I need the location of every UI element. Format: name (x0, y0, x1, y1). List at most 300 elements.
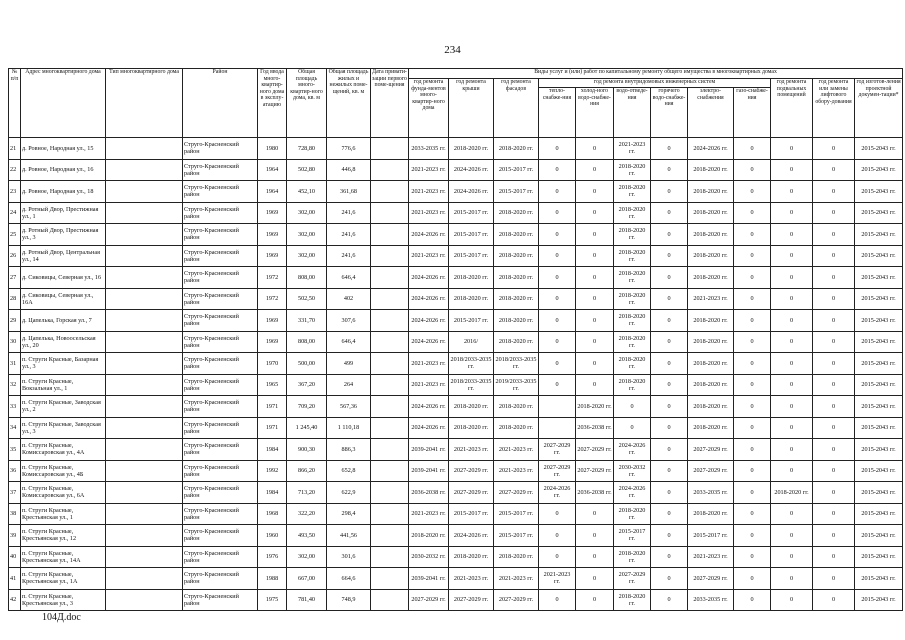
basement-cell: 0 (771, 138, 813, 160)
foundation-cell: 2024-2026 гг. (409, 331, 449, 353)
address-cell: п. Струги Красные, Крестьянская ул., 12 (21, 525, 106, 547)
roof-cell: 2018-2020 гг. (449, 138, 494, 160)
hot-water-cell: 0 (651, 417, 688, 439)
year-cell: 1984 (258, 482, 287, 504)
total-area-cell: 1 245,40 (287, 417, 327, 439)
heat-cell: 0 (539, 159, 576, 181)
year-cell: 1971 (258, 396, 287, 418)
res-area-cell: 241,6 (327, 224, 371, 246)
type-cell (106, 181, 183, 203)
num-cell: 37 (9, 482, 21, 504)
privatization-cell (371, 224, 409, 246)
res-area-cell: 1 110,18 (327, 417, 371, 439)
district-cell: Струго-Красненский район (183, 288, 258, 310)
num-cell: 30 (9, 331, 21, 353)
type-cell (106, 331, 183, 353)
num-cell: 42 (9, 589, 21, 611)
res-area-cell: 886,3 (327, 439, 371, 461)
gas-cell: 0 (734, 288, 771, 310)
gas-cell: 0 (734, 331, 771, 353)
basement-cell: 0 (771, 310, 813, 332)
drainage-cell: 2024-2026 гг. (614, 482, 651, 504)
privatization-cell (371, 396, 409, 418)
header-district: Район (183, 69, 258, 138)
gas-cell: 0 (734, 159, 771, 181)
electricity-cell: 2018-2020 гг. (688, 224, 734, 246)
roof-cell: 2015-2017 гг. (449, 224, 494, 246)
heat-cell: 2027-2029 гг. (539, 439, 576, 461)
design-cell: 2015-2043 гг. (855, 310, 903, 332)
privatization-cell (371, 374, 409, 396)
year-cell: 1970 (258, 353, 287, 375)
facade-cell: 2018-2020 гг. (494, 288, 539, 310)
type-cell (106, 353, 183, 375)
header-engineering: год ремонта внутридомовых инженерных систем (539, 79, 771, 88)
district-cell: Струго-Красненский район (183, 396, 258, 418)
year-cell: 1969 (258, 245, 287, 267)
facade-cell: 2018-2020 гг. (494, 224, 539, 246)
facade-cell: 2021-2023 гг. (494, 568, 539, 590)
privatization-cell (371, 138, 409, 160)
hot-water-cell: 0 (651, 460, 688, 482)
hot-water-cell: 0 (651, 568, 688, 590)
table-row (9, 460, 903, 482)
footer-filename: 104Д.doc (42, 612, 81, 623)
basement-cell: 0 (771, 546, 813, 568)
basement-cell: 0 (771, 417, 813, 439)
gas-cell: 0 (734, 503, 771, 525)
electricity-cell: 2018-2020 гг. (688, 503, 734, 525)
address-cell: д. Ровное, Народная ул., 15 (21, 138, 106, 160)
year-cell: 1976 (258, 546, 287, 568)
heat-cell: 0 (539, 589, 576, 611)
hot-water-cell: 0 (651, 245, 688, 267)
table-row (9, 159, 903, 181)
facade-cell: 2015-2017 гг. (494, 525, 539, 547)
drainage-cell: 2018-2020 гг. (614, 310, 651, 332)
roof-cell: 2015-2017 гг. (449, 310, 494, 332)
address-cell: п. Струги Красные, Крестьянская ул., 14А (21, 546, 106, 568)
res-area-cell: 241,6 (327, 202, 371, 224)
num-cell: 33 (9, 396, 21, 418)
type-cell (106, 245, 183, 267)
district-cell: Струго-Красненский район (183, 353, 258, 375)
district-cell: Струго-Красненский район (183, 202, 258, 224)
total-area-cell: 667,00 (287, 568, 327, 590)
elevator-cell: 0 (813, 589, 855, 611)
foundation-cell: 2021-2023 гг. (409, 181, 449, 203)
electricity-cell: 2018-2020 гг. (688, 181, 734, 203)
elevator-cell: 0 (813, 181, 855, 203)
year-cell: 1964 (258, 159, 287, 181)
total-area-cell: 808,00 (287, 267, 327, 289)
facade-cell: 2018/2033-2035 гг. (494, 353, 539, 375)
num-cell: 39 (9, 525, 21, 547)
district-cell: Струго-Красненский район (183, 331, 258, 353)
year-cell: 1972 (258, 267, 287, 289)
table-row (9, 138, 903, 160)
privatization-cell (371, 288, 409, 310)
cold-water-cell: 2036-2038 гг. (576, 417, 614, 439)
total-area-cell: 302,00 (287, 202, 327, 224)
cold-water-cell: 0 (576, 245, 614, 267)
drainage-cell: 2018-2020 гг. (614, 374, 651, 396)
address-cell: д. Ротный Двор, Престижная ул., 1 (21, 202, 106, 224)
foundation-cell: 2024-2026 гг. (409, 310, 449, 332)
total-area-cell: 302,00 (287, 224, 327, 246)
header-heat: тепло-снабже-ния (539, 88, 576, 138)
district-cell: Струго-Красненский район (183, 460, 258, 482)
design-cell: 2015-2043 гг. (855, 288, 903, 310)
table-row (9, 353, 903, 375)
gas-cell: 0 (734, 245, 771, 267)
res-area-cell: 622,9 (327, 482, 371, 504)
cold-water-cell: 0 (576, 224, 614, 246)
year-cell: 1988 (258, 568, 287, 590)
type-cell (106, 525, 183, 547)
num-cell: 26 (9, 245, 21, 267)
elevator-cell: 0 (813, 202, 855, 224)
table-row (9, 546, 903, 568)
res-area-cell: 499 (327, 353, 371, 375)
cold-water-cell: 2027-2029 гг. (576, 439, 614, 461)
electricity-cell: 2018-2020 гг. (688, 353, 734, 375)
electricity-cell: 2018-2020 гг. (688, 331, 734, 353)
header-privatization: Дата привати-зации первого поме-щения (371, 69, 409, 138)
roof-cell: 2021-2023 гг. (449, 568, 494, 590)
address-cell: п. Струги Красные, Заводская ул., 3 (21, 417, 106, 439)
facade-cell: 2018-2020 гг. (494, 310, 539, 332)
hot-water-cell: 0 (651, 331, 688, 353)
res-area-cell: 664,6 (327, 568, 371, 590)
facade-cell: 2018-2020 гг. (494, 331, 539, 353)
elevator-cell: 0 (813, 503, 855, 525)
design-cell: 2015-2043 гг. (855, 439, 903, 461)
total-area-cell: 322,20 (287, 503, 327, 525)
table-row (9, 245, 903, 267)
type-cell (106, 310, 183, 332)
facade-cell: 2018-2020 гг. (494, 396, 539, 418)
district-cell: Струго-Красненский район (183, 224, 258, 246)
design-cell: 2015-2043 гг. (855, 331, 903, 353)
header-basement: год ремонта подвальных помещений (771, 79, 813, 138)
facade-cell: 2015-2017 гг. (494, 503, 539, 525)
num-cell: 36 (9, 460, 21, 482)
district-cell: Струго-Красненский район (183, 310, 258, 332)
gas-cell: 0 (734, 224, 771, 246)
hot-water-cell: 0 (651, 482, 688, 504)
total-area-cell: 781,40 (287, 589, 327, 611)
basement-cell: 0 (771, 331, 813, 353)
design-cell: 2015-2043 гг. (855, 245, 903, 267)
gas-cell: 0 (734, 138, 771, 160)
num-cell: 29 (9, 310, 21, 332)
address-cell: д. Цапелька, Горская ул., 7 (21, 310, 106, 332)
facade-cell: 2027-2029 гг. (494, 482, 539, 504)
drainage-cell: 2018-2020 гг. (614, 202, 651, 224)
electricity-cell: 2018-2020 гг. (688, 310, 734, 332)
design-cell: 2015-2043 гг. (855, 503, 903, 525)
drainage-cell: 2024-2026 гг. (614, 439, 651, 461)
num-cell: 38 (9, 503, 21, 525)
cold-water-cell: 0 (576, 503, 614, 525)
drainage-cell: 2018-2020 гг. (614, 288, 651, 310)
roof-cell: 2018-2020 гг. (449, 546, 494, 568)
gas-cell: 0 (734, 267, 771, 289)
heat-cell: 0 (539, 181, 576, 203)
privatization-cell (371, 331, 409, 353)
address-cell: д. Сиковицы, Северная ул., 16 (21, 267, 106, 289)
foundation-cell: 2018-2020 гг. (409, 525, 449, 547)
table-row (9, 396, 903, 418)
total-area-cell: 500,00 (287, 353, 327, 375)
table-row (9, 589, 903, 611)
res-area-cell: 298,4 (327, 503, 371, 525)
electricity-cell: 2018-2020 гг. (688, 267, 734, 289)
basement-cell: 2018-2020 гг. (771, 482, 813, 504)
header-roof: год ремонта крыши (449, 79, 494, 138)
basement-cell: 0 (771, 525, 813, 547)
roof-cell: 2018-2020 гг. (449, 417, 494, 439)
type-cell (106, 374, 183, 396)
privatization-cell (371, 202, 409, 224)
page-number: 234 (444, 44, 461, 56)
year-cell: 1980 (258, 138, 287, 160)
total-area-cell: 302,00 (287, 546, 327, 568)
district-cell: Струго-Красненский район (183, 245, 258, 267)
address-cell: п. Струги Красные, Комиссаровская ул., 4А (21, 439, 106, 461)
elevator-cell: 0 (813, 288, 855, 310)
drainage-cell: 2018-2020 гг. (614, 181, 651, 203)
district-cell: Струго-Красненский район (183, 138, 258, 160)
total-area-cell: 331,70 (287, 310, 327, 332)
roof-cell: 2021-2023 гг. (449, 439, 494, 461)
district-cell: Струго-Красненский район (183, 267, 258, 289)
table-row (9, 503, 903, 525)
privatization-cell (371, 589, 409, 611)
roof-cell: 2018-2020 гг. (449, 396, 494, 418)
year-cell: 1960 (258, 525, 287, 547)
table-row (9, 482, 903, 504)
year-cell: 1965 (258, 374, 287, 396)
elevator-cell: 0 (813, 159, 855, 181)
elevator-cell: 0 (813, 460, 855, 482)
roof-cell: 2016/ (449, 331, 494, 353)
drainage-cell: 2018-2020 гг. (614, 546, 651, 568)
cold-water-cell: 2027-2029 гг. (576, 460, 614, 482)
design-cell: 2015-2043 гг. (855, 396, 903, 418)
roof-cell: 2015-2017 гг. (449, 245, 494, 267)
gas-cell: 0 (734, 525, 771, 547)
num-cell: 40 (9, 546, 21, 568)
gas-cell: 0 (734, 589, 771, 611)
design-cell: 2015-2043 гг. (855, 374, 903, 396)
type-cell (106, 288, 183, 310)
address-cell: д. Ротный Двор, Центральная ул., 14 (21, 245, 106, 267)
table-row (9, 331, 903, 353)
heat-cell: 0 (539, 202, 576, 224)
year-cell: 1992 (258, 460, 287, 482)
header-works: Виды услуг и (или) работ по капитальному ремонту общего имущества в многоквартирных домах (409, 69, 903, 79)
foundation-cell: 2024-2026 гг. (409, 267, 449, 289)
cold-water-cell: 0 (576, 353, 614, 375)
gas-cell: 0 (734, 202, 771, 224)
drainage-cell: 2018-2020 гг. (614, 159, 651, 181)
design-cell: 2015-2043 гг. (855, 460, 903, 482)
basement-cell: 0 (771, 374, 813, 396)
design-cell: 2015-2043 гг. (855, 202, 903, 224)
privatization-cell (371, 568, 409, 590)
header-facade: год ремонта фасадов (494, 79, 539, 138)
res-area-cell: 776,6 (327, 138, 371, 160)
table-row (9, 310, 903, 332)
elevator-cell: 0 (813, 310, 855, 332)
header-hot-water: горячего водо-снабже-ния (651, 88, 688, 138)
hot-water-cell: 0 (651, 288, 688, 310)
foundation-cell: 2024-2026 гг. (409, 288, 449, 310)
year-cell: 1968 (258, 503, 287, 525)
type-cell (106, 224, 183, 246)
total-area-cell: 900,30 (287, 439, 327, 461)
district-cell: Струго-Красненский район (183, 589, 258, 611)
year-cell: 1969 (258, 224, 287, 246)
gas-cell: 0 (734, 310, 771, 332)
elevator-cell: 0 (813, 439, 855, 461)
address-cell: п. Струги Красные, Комиссаровская ул., 4Б (21, 460, 106, 482)
foundation-cell: 2039-2041 гг. (409, 460, 449, 482)
num-cell: 34 (9, 417, 21, 439)
basement-cell: 0 (771, 503, 813, 525)
header-electricity: электро-снабжения (688, 88, 734, 138)
privatization-cell (371, 417, 409, 439)
type-cell (106, 267, 183, 289)
type-cell (106, 417, 183, 439)
total-area-cell: 709,20 (287, 396, 327, 418)
type-cell (106, 396, 183, 418)
drainage-cell: 2018-2020 гг. (614, 331, 651, 353)
privatization-cell (371, 525, 409, 547)
hot-water-cell: 0 (651, 396, 688, 418)
address-cell: п. Струги Красные, Крестьянская ул., 1 (21, 503, 106, 525)
electricity-cell: 2018-2020 гг. (688, 417, 734, 439)
address-cell: д. Ровное, Народная ул., 18 (21, 181, 106, 203)
district-cell: Струго-Красненский район (183, 374, 258, 396)
hot-water-cell: 0 (651, 267, 688, 289)
total-area-cell: 302,00 (287, 245, 327, 267)
num-cell: 27 (9, 267, 21, 289)
address-cell: д. Ротный Двор, Престижная ул., 3 (21, 224, 106, 246)
heat-cell: 0 (539, 288, 576, 310)
cold-water-cell: 0 (576, 568, 614, 590)
res-area-cell: 264 (327, 374, 371, 396)
cold-water-cell: 2036-2038 гг. (576, 482, 614, 504)
table-row (9, 267, 903, 289)
hot-water-cell: 0 (651, 503, 688, 525)
heat-cell: 0 (539, 310, 576, 332)
facade-cell: 2021-2023 гг. (494, 460, 539, 482)
table-row (9, 374, 903, 396)
roof-cell: 2018/2033-2035 гг. (449, 353, 494, 375)
res-area-cell: 567,36 (327, 396, 371, 418)
gas-cell: 0 (734, 439, 771, 461)
privatization-cell (371, 439, 409, 461)
res-area-cell: 646,4 (327, 331, 371, 353)
foundation-cell: 2033-2035 гг. (409, 138, 449, 160)
drainage-cell: 2027-2029 гг. (614, 568, 651, 590)
design-cell: 2015-2043 гг. (855, 589, 903, 611)
num-cell: 31 (9, 353, 21, 375)
foundation-cell: 2024-2026 гг. (409, 224, 449, 246)
hot-water-cell: 0 (651, 374, 688, 396)
hot-water-cell: 0 (651, 181, 688, 203)
drainage-cell: 0 (614, 417, 651, 439)
address-cell: п. Струги Красные, Комиссаровская ул., 6А (21, 482, 106, 504)
privatization-cell (371, 159, 409, 181)
gas-cell: 0 (734, 482, 771, 504)
basement-cell: 0 (771, 568, 813, 590)
type-cell (106, 159, 183, 181)
basement-cell: 0 (771, 245, 813, 267)
design-cell: 2015-2043 гг. (855, 353, 903, 375)
facade-cell: 2018-2020 гг. (494, 546, 539, 568)
header-type: Тип многоквартирного дома (106, 69, 183, 138)
district-cell: Струго-Красненский район (183, 181, 258, 203)
basement-cell: 0 (771, 159, 813, 181)
year-cell: 1969 (258, 310, 287, 332)
basement-cell: 0 (771, 202, 813, 224)
res-area-cell: 441,56 (327, 525, 371, 547)
hot-water-cell: 0 (651, 202, 688, 224)
cold-water-cell: 0 (576, 202, 614, 224)
cold-water-cell: 0 (576, 159, 614, 181)
facade-cell: 2018-2020 гг. (494, 245, 539, 267)
gas-cell: 0 (734, 546, 771, 568)
drainage-cell: 2018-2020 гг. (614, 353, 651, 375)
basement-cell: 0 (771, 439, 813, 461)
foundation-cell: 2039-2041 гг. (409, 439, 449, 461)
basement-cell: 0 (771, 181, 813, 203)
num-cell: 35 (9, 439, 21, 461)
hot-water-cell: 0 (651, 353, 688, 375)
address-cell: п. Струги Красные, Базарная ул., 3 (21, 353, 106, 375)
res-area-cell: 361,68 (327, 181, 371, 203)
type-cell (106, 439, 183, 461)
elevator-cell: 0 (813, 396, 855, 418)
heat-cell: 0 (539, 374, 576, 396)
electricity-cell: 2021-2023 гг. (688, 288, 734, 310)
table-row (9, 525, 903, 547)
heat-cell: 0 (539, 353, 576, 375)
res-area-cell: 652,8 (327, 460, 371, 482)
year-cell: 1969 (258, 331, 287, 353)
elevator-cell: 0 (813, 482, 855, 504)
basement-cell: 0 (771, 288, 813, 310)
res-area-cell: 241,6 (327, 245, 371, 267)
cold-water-cell: 0 (576, 138, 614, 160)
cold-water-cell: 0 (576, 310, 614, 332)
electricity-cell: 2027-2029 гг. (688, 568, 734, 590)
foundation-cell: 2021-2023 гг. (409, 202, 449, 224)
elevator-cell: 0 (813, 417, 855, 439)
gas-cell: 0 (734, 460, 771, 482)
electricity-cell: 2021-2023 гг. (688, 546, 734, 568)
drainage-cell: 2018-2020 гг. (614, 589, 651, 611)
total-area-cell: 493,50 (287, 525, 327, 547)
district-cell: Струго-Красненский район (183, 439, 258, 461)
elevator-cell: 0 (813, 267, 855, 289)
design-cell: 2015-2043 гг. (855, 546, 903, 568)
hot-water-cell: 0 (651, 159, 688, 181)
